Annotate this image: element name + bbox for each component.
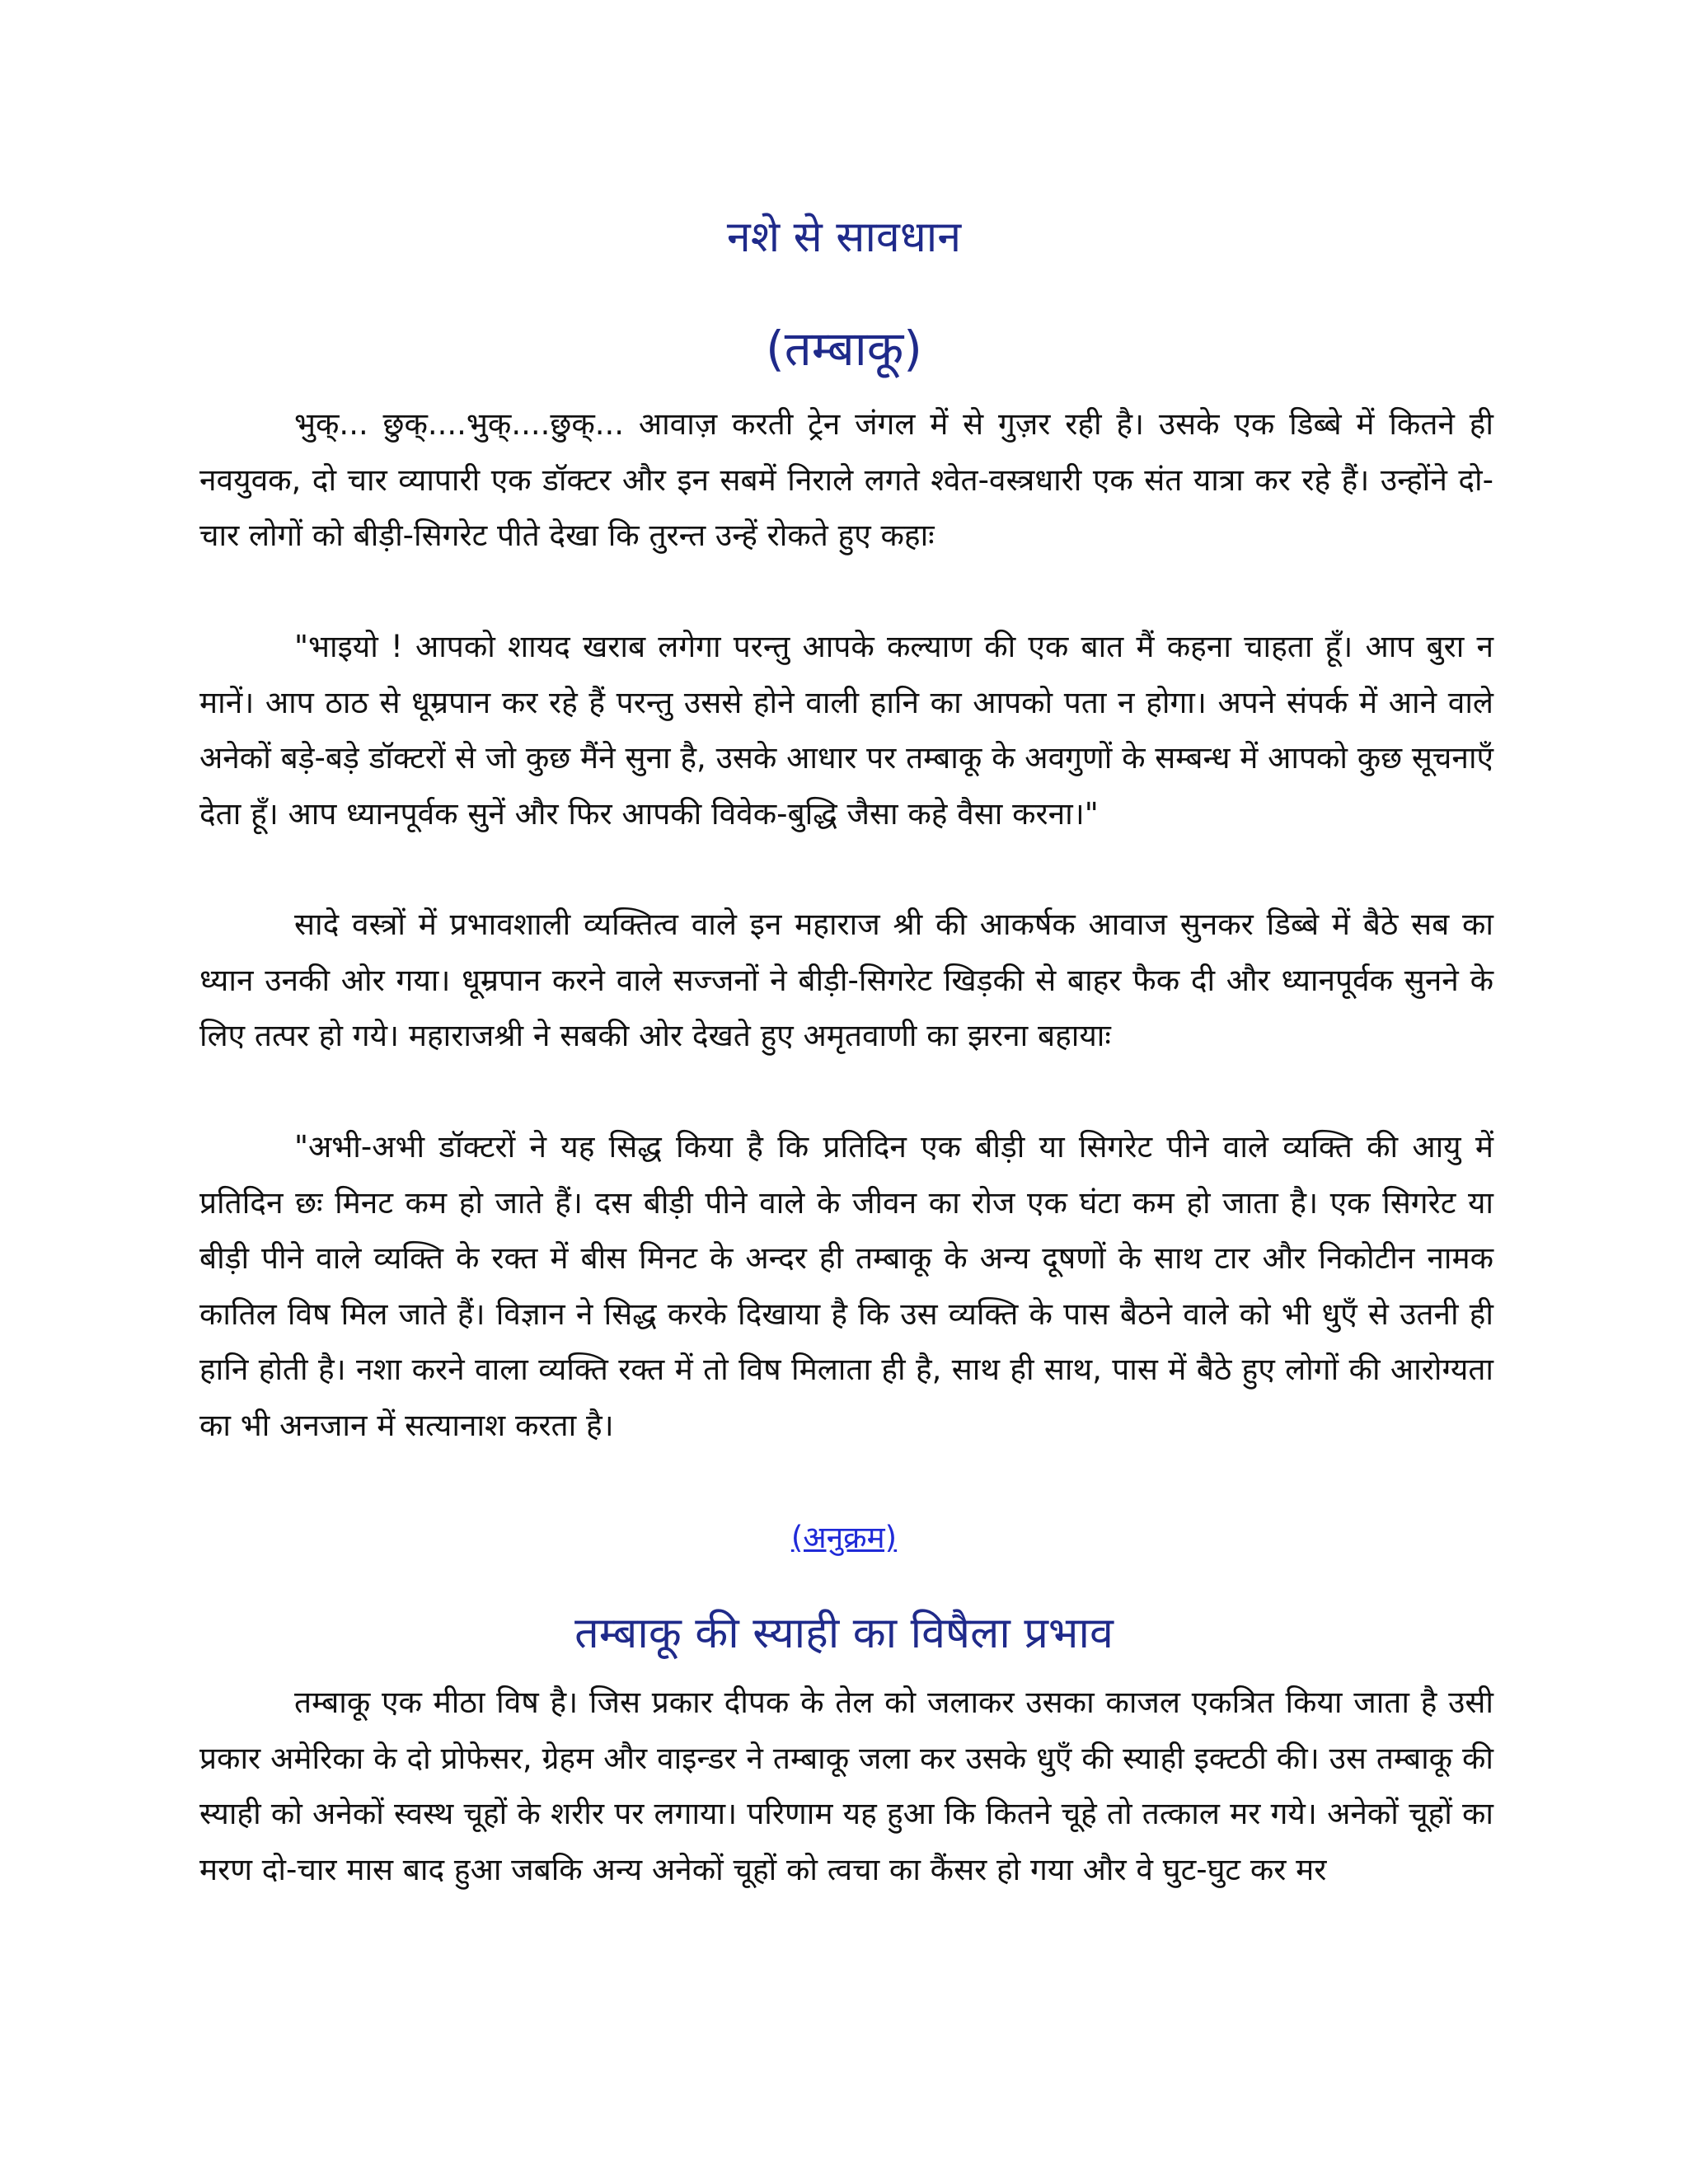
index-link[interactable]: (अनुक्रम) [790,1520,898,1555]
paragraph-doctors-findings: "अभी-अभी डॉक्टरों ने यह सिद्ध किया है कि प्रतिदिन एक बीड़ी या सिगरेट पीने वाले व्यक्ति की आयु में प्रतिदिन छः मिनट कम हो जाते हैं। दस बीड़ी पीने वाले के जीवन का रोज एक घंटा कम हो जाता है। एक सिगरेट या बीड़ी पीने वाले व्यक्ति के रक्त में बीस मिनट के अन्दर ही तम्बाकू के अन्य दूषणों के साथ टार और निकोटीन नामक कातिल विष मिल जाते हैं। विज्ञान ने सिद्ध करके दिखाया है कि उस व्यक्ति के पास बैठने वाले को भी धुएँ से उतनी ही हानि होती है। नशा करने वाला व्यक्ति रक्त में तो विष मिलाता ही है, साथ ही साथ, पास में बैठे हुए लोगों की आरोग्यता का भी अनजान में सत्यानाश करता है। [199,1129,1493,1443]
page-title: नशे से सावधान [726,213,962,262]
page-subtitle: (तम्बाकू) [766,321,922,377]
paragraph-tobacco-ink: तम्बाकू एक मीठा विष है। जिस प्रकार दीपक के तेल को जलाकर उसका काजल एकत्रित किया जाता है उसी प्रकार अमेरिका के दो प्रोफेसर, ग्रेहम और वाइन्डर ने तम्बाकू जला कर उसके धुएँ की स्याही इक्टठी की। उस तम्बाकू की स्याही को अनेकों स्वस्थ चूहों के शरीर पर लगाया। परिणाम यह हुआ कि कितने चूहे तो तत्काल मर गये। अनेकों चूहों का मरण दो-चार मास बाद हुआ जबकि अन्य अनेकों चूहों को त्वचा का कैंसर हो गया और वे घुट-घुट कर मर [199,1685,1493,1887]
paragraph-listeners: सादे वस्त्रों में प्रभावशाली व्यक्तित्व वाले इन महाराज श्री की आकर्षक आवाज सुनकर डिब्बे में बैठे सब का ध्यान उनकी ओर गया। धूम्रपान करने वाले सज्जनों ने बीड़ी-सिगरेट खिड़की से बाहर फैक दी और ध्यानपूर्वक सुनने के लिए तत्पर हो गये। महाराजश्री ने सबकी ओर देखते हुए अमृतवाणी का झरना बहायाः [199,907,1493,1053]
section-title: तम्बाकू की स्याही का विषैला प्रभाव [574,1609,1114,1658]
paragraph-saint-speech: "भाइयो ! आपको शायद खराब लगेगा परन्तु आपके कल्याण की एक बात मैं कहना चाहता हूँ। आप बुरा न मानें। आप ठाठ से धूम्रपान कर रहे हैं परन्तु उससे होने वाली हानि का आपको पता न होगा। अपने संपर्क में आने वाले अनेकों बड़े-बड़े डॉक्टरों से जो कुछ मैंने सुना है, उसके आधार पर तम्बाकू के अवगुणों के सम्बन्ध में आपको कुछ सूचनाएँ देता हूँ। आप ध्यानपूर्वक सुनें और फिर आपकी विवेक-बुद्धि जैसा कहे वैसा करना।" [199,629,1493,832]
paragraph-train-intro: भुक्... छुक्....भुक्....छुक्... आवाज़ करती ट्रेन जंगल में से गुज़र रही है। उसके एक डिब्बे में कितने ही नवयुवक, दो चार व्यापारी एक डॉक्टर और इन सबमें निराले लगते श्वेत-वस्त्रधारी एक संत यात्रा कर रहे हैं। उन्होंने दो-चार लोगों को बीड़ी-सिगरेट पीते देखा कि तुरन्त उन्हें रोकते हुए कहाः [199,406,1493,553]
index-link-row [0,1515,1688,1561]
